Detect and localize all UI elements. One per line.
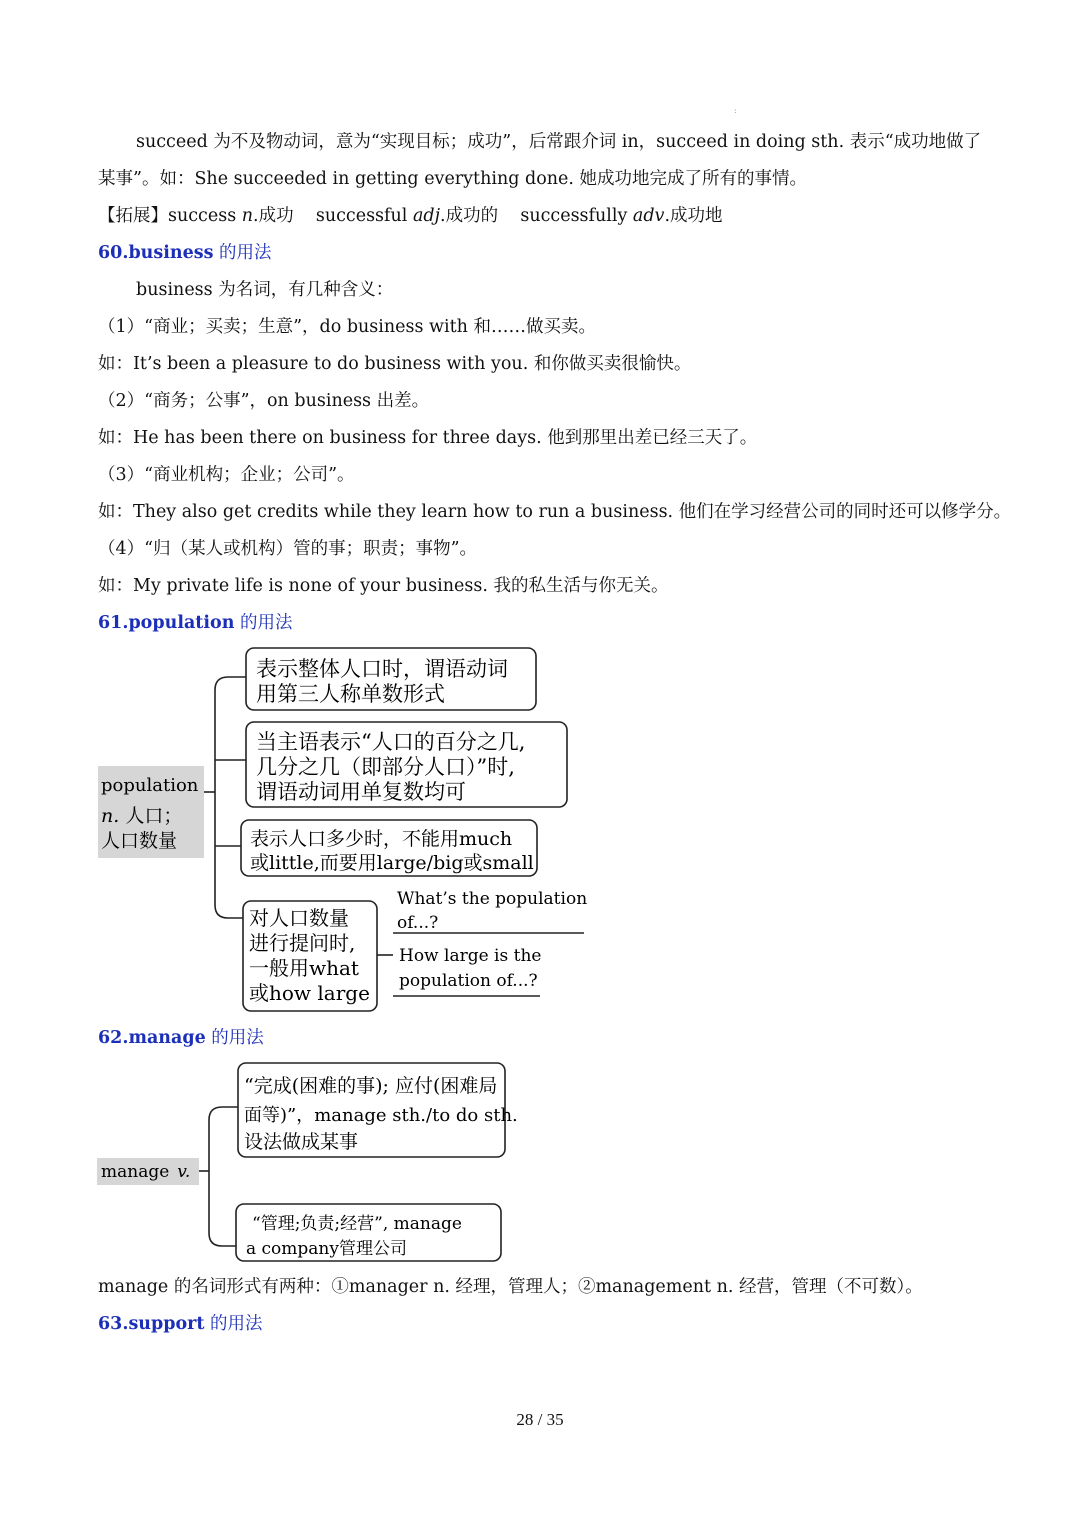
manage-noun-forms: manage 的名词形式有两种：①manager n. 经理，管理人；②management n. 经营，管理（不可数）。 xyxy=(98,1277,923,1297)
heading-number: 63.support xyxy=(98,1314,205,1334)
box-3-line-1: 表示人口多少时，不能用much xyxy=(250,828,513,850)
manage-diagram xyxy=(0,1055,1080,1270)
question-1-line-1: What’s the population xyxy=(397,889,588,909)
box-3-line-2: 或little,而要用large/big或small xyxy=(250,852,534,874)
heading-number: 60.business xyxy=(98,243,214,263)
business-example-2: 如：He has been there on business for three days. 他到那里出差已经三天了。 xyxy=(98,428,758,448)
section-heading-support xyxy=(98,1312,1000,1336)
business-example-3: 如：They also get credits while they learn how to run a business. 他们在学习经营公司的同时还可以修学分。 xyxy=(98,502,1012,522)
pos-adv: adv xyxy=(632,206,665,226)
box-4-line-1: 对人口数量 xyxy=(249,906,349,930)
business-meaning-4: （4）“归（某人或机构）管的事；职责；事物”。 xyxy=(98,539,478,559)
pos-adj: adj xyxy=(412,206,441,226)
section-heading-population xyxy=(98,611,1000,635)
succeed-line-2: 某事”。如：She succeeded in getting everything done. 她成功地完成了所有的事情。 xyxy=(98,169,807,189)
extension-word-2: successful xyxy=(315,206,413,226)
heading-suffix: 的用法 xyxy=(204,1314,263,1334)
box-1-line-1: 表示整体人口时，谓语动词 xyxy=(256,657,508,681)
extension-word-1: success xyxy=(168,206,242,226)
heading-suffix: 的用法 xyxy=(205,1028,264,1048)
extension-word-3: successfully xyxy=(520,206,633,226)
meaning-2: .成功的 xyxy=(440,206,499,226)
pos-n: n xyxy=(241,206,254,226)
box-2-line-1: 当主语表示“人口的百分之几, xyxy=(256,730,526,754)
manage-root-pos: v. xyxy=(177,1162,191,1182)
root-meaning-2: 人口数量 xyxy=(101,830,178,852)
succeed-line-1: succeed 为不及物动词，意为“实现目标；成功”，后常跟介词 in，succeed in doing sth. 表示“成功地做了 xyxy=(136,132,982,152)
manage-box-2-line-2: a company管理公司 xyxy=(246,1239,407,1259)
root-meaning-1: 人口； xyxy=(119,805,183,827)
corner-mark: : xyxy=(734,106,737,115)
manage-root-word: manage xyxy=(101,1162,170,1182)
heading-number: 62.manage xyxy=(98,1028,206,1048)
root-word: population xyxy=(101,775,199,796)
business-example-4: 如：My private life is none of your business. 我的私生活与你无关。 xyxy=(98,576,669,596)
question-2-line-2: population of...? xyxy=(399,971,538,991)
meaning-1: .成功 xyxy=(253,206,294,226)
extension-line xyxy=(98,204,1000,228)
business-example-1: 如：It’s been a pleasure to do business with you. 和你做买卖很愉快。 xyxy=(98,354,692,374)
question-2-line-1: How large is the xyxy=(399,946,542,966)
box-4-line-2: 进行提问时, xyxy=(249,931,356,955)
extension-label: 【拓展】 xyxy=(98,206,168,226)
heading-suffix: 的用法 xyxy=(213,243,272,263)
root-pos: n. xyxy=(101,805,120,827)
manage-box-2-line-1: “管理;负责;经营”, manage xyxy=(252,1214,462,1234)
box-1-line-2: 用第三人称单数形式 xyxy=(256,682,445,706)
question-1-line-2: of...? xyxy=(397,913,439,933)
box-2-line-2: 几分之几（即部分人口）”时, xyxy=(256,755,515,779)
page-number: 28 / 35 xyxy=(516,1410,564,1429)
manage-bracket xyxy=(199,1107,238,1246)
business-meaning-3: （3）“商业机构；企业；公司”。 xyxy=(98,465,355,485)
heading-number: 61.population xyxy=(98,613,235,633)
business-intro: business 为名词，有几种含义： xyxy=(136,280,394,300)
manage-box-1-line-1: “完成(困难的事); 应付(困难局 xyxy=(244,1075,498,1097)
box-4-line-4: 或how large xyxy=(249,981,370,1005)
box-4-line-3: 一般用what xyxy=(249,956,359,980)
business-meaning-2: （2）“商务；公事”，on business 出差。 xyxy=(98,391,430,411)
manage-root-text xyxy=(101,1162,190,1182)
manage-box-1-line-3: 设法做成某事 xyxy=(244,1131,359,1153)
population-diagram xyxy=(0,640,1080,1020)
business-meaning-1: （1）“商业；买卖；生意”，do business with 和……做买卖。 xyxy=(98,317,596,337)
section-heading-manage xyxy=(98,1026,1000,1050)
meaning-3: .成功地 xyxy=(664,206,723,226)
heading-suffix: 的用法 xyxy=(234,613,293,633)
section-heading-business xyxy=(98,241,1000,265)
box-2-line-3: 谓语动词用单复数均可 xyxy=(256,780,466,804)
root-pos-line xyxy=(101,805,182,827)
manage-box-1-line-2: 面等)”，manage sth./to do sth. xyxy=(244,1105,518,1126)
